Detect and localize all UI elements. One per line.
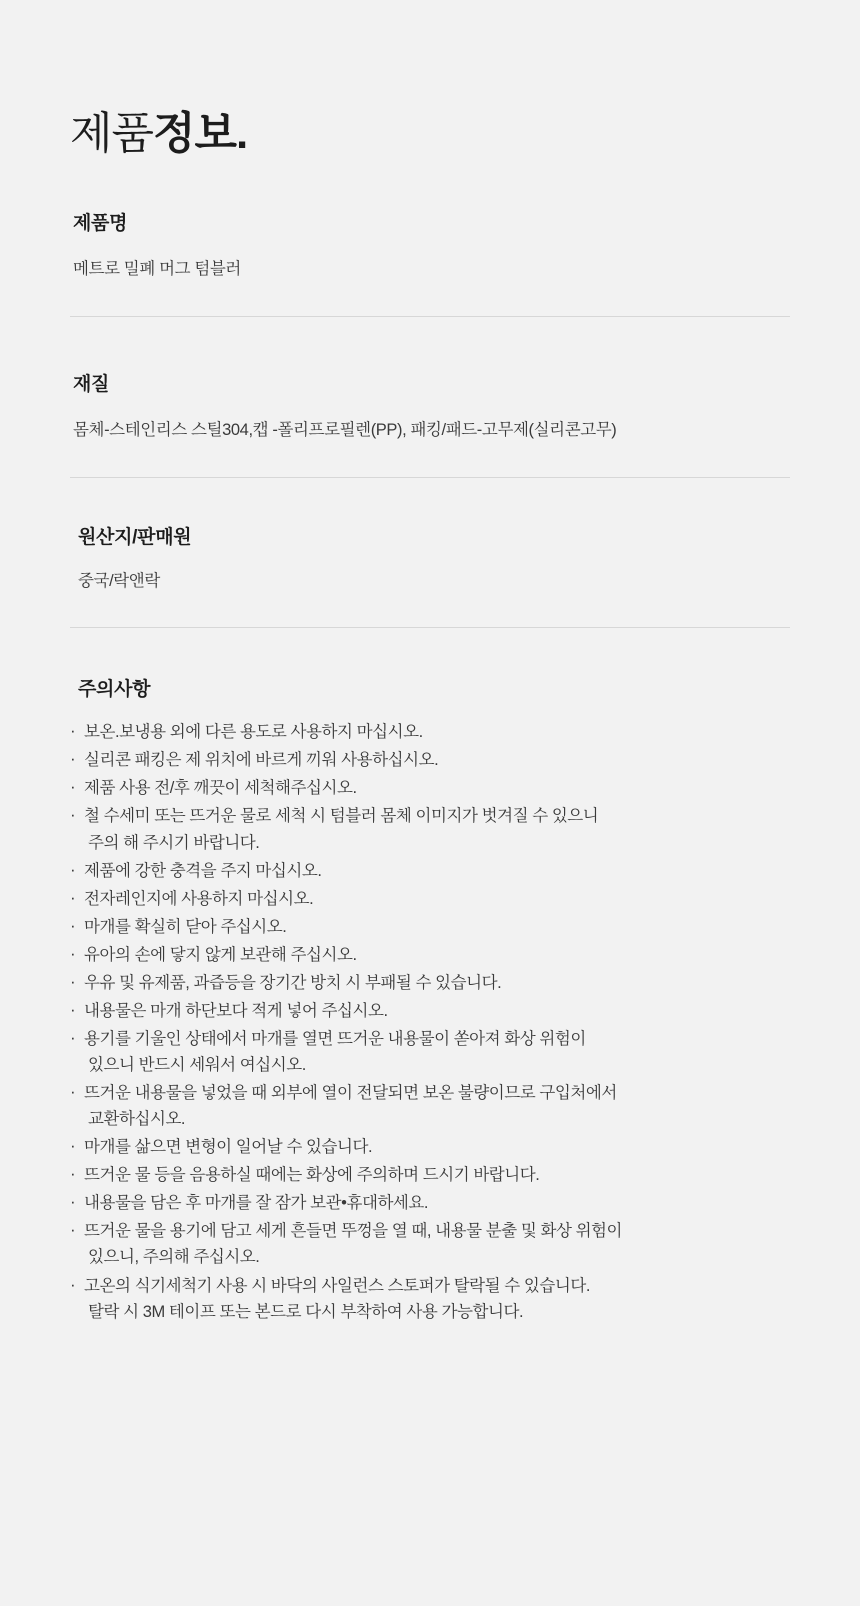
section-origin-seller [70,522,790,629]
list-item [70,803,790,855]
caution-list [70,719,790,1324]
caution-line-cont: 교환하십시오. [88,1110,186,1129]
caution-line-cont: 있으니 반드시 세워서 여십시오. [88,1056,306,1074]
list-item [70,747,790,773]
page-title-light: 제품 [70,109,154,158]
caution-line: 내용물을 담은 후 마개를 잘 잠가 보관•휴대하세요. [84,1194,429,1213]
section-heading-caution: 주의사항 [78,679,151,701]
list-item [70,998,790,1024]
list-item [70,942,790,968]
caution-line: 마개를 삶으면 변형이 일어날 수 있습니다. [84,1138,373,1157]
list-item [70,914,790,940]
caution-line: 보온.보냉용 외에 다른 용도로 사용하지 마십시오. [84,723,423,742]
list-item [70,1026,790,1078]
caution-line: 우유 및 유제품, 과즙등을 장기간 방치 시 부패될 수 있습니다. [84,973,502,992]
section-body-material: 몸체-스테인리스 스틸304,캡 -폴리프로필렌(PP), 패킹/패드-고무제(실리콘고무) [73,420,617,439]
caution-line: 뜨거운 물 등을 음용하실 때에는 화상에 주의하며 드시기 바랍니다. [84,1166,540,1185]
section-heading-origin-seller: 원산지/판매원 [78,526,192,548]
list-item [70,1162,790,1188]
caution-line: 고온의 식기세척기 사용 시 바닥의 사일런스 스토퍼가 탈락될 수 있습니다. [84,1276,591,1295]
section-caution [70,674,790,1324]
bottom-spacer [70,1327,790,1447]
caution-line: 뜨거운 내용물을 넣었을 때 외부에 열이 전달되면 보온 불량이므로 구입처에서 [84,1084,617,1103]
section-product-name [70,208,790,317]
list-item [70,858,790,884]
divider [70,477,790,478]
list-item [70,1273,790,1325]
page-title [70,0,790,156]
section-heading-material: 재질 [73,373,110,395]
caution-line: 유아의 손에 닿지 않게 보관해 주십시오. [84,945,357,964]
caution-line-cont: 있으니, 주의해 주십시오. [88,1248,260,1267]
caution-line: 용기를 기울인 상태에서 마개를 열면 뜨거운 내용물이 쏟아져 화상 위험이 [84,1029,586,1048]
divider [70,316,790,317]
section-body-origin-seller: 중국/락앤락 [78,571,160,590]
list-item [70,970,790,996]
caution-line: 제품에 강한 충격을 주지 마십시오. [84,861,322,880]
section-material [70,369,790,478]
caution-line-cont: 탈락 시 3M 테이프 또는 본드로 다시 부착하여 사용 가능합니다. [88,1302,524,1321]
section-heading-product-name: 제품명 [73,213,128,234]
list-item [70,775,790,801]
list-item [70,1218,790,1270]
caution-line: 제품 사용 전/후 깨끗이 세척해주십시오. [84,779,357,798]
caution-line: 실리콘 패킹은 제 위치에 바르게 끼워 사용하십시오. [84,751,439,770]
list-item [70,1134,790,1160]
caution-line: 전자레인지에 사용하지 마십시오. [84,889,314,908]
caution-line: 뜨거운 물을 용기에 담고 세게 흔들면 뚜껑을 열 때, 내용물 분출 및 화상 위험이 [84,1222,623,1241]
caution-line: 내용물은 마개 하단보다 적게 넣어 주십시오. [84,1001,388,1020]
list-item [70,1190,790,1216]
list-item [70,1080,790,1132]
list-item [70,886,790,912]
list-item [70,719,790,745]
caution-line: 철 수세미 또는 뜨거운 물로 세척 시 텀블러 몸체 이미지가 벗겨질 수 있으니 [84,807,599,826]
section-body-product-name: 메트로 밀폐 머그 텀블러 [73,260,241,278]
caution-line: 마개를 확실히 닫아 주십시오. [84,917,287,936]
page-title-bold: 정보. [153,109,248,158]
divider [70,627,790,628]
caution-line-cont: 주의 해 주시기 바랍니다. [88,833,260,852]
